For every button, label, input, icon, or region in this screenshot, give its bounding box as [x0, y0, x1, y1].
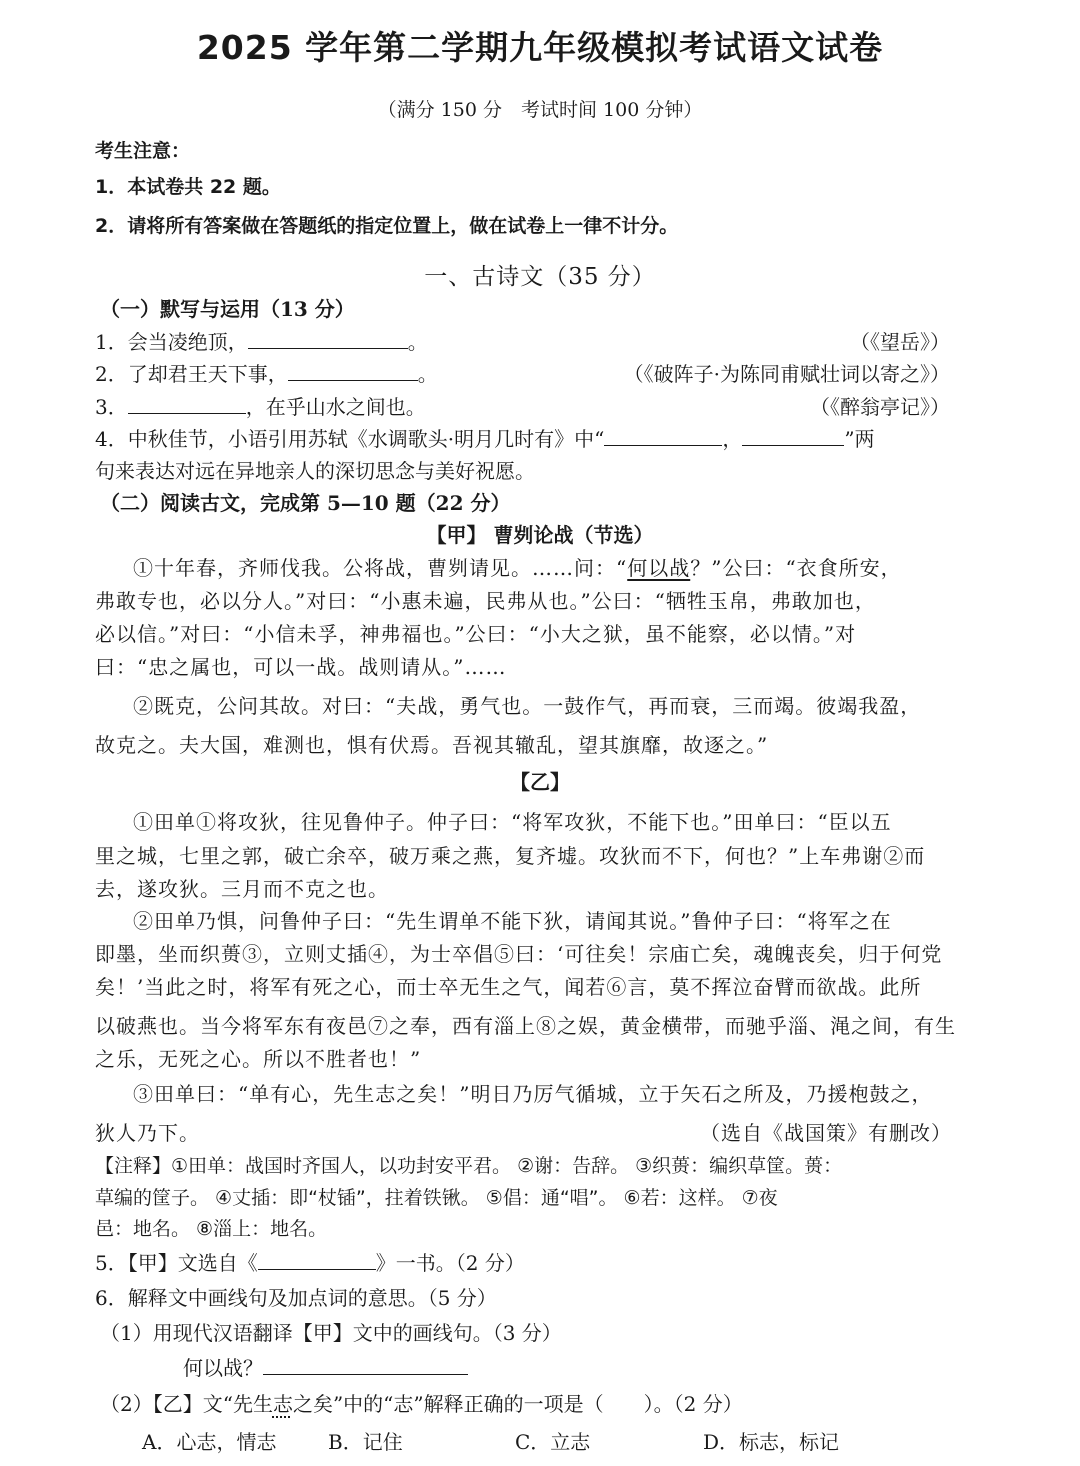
answer-blank[interactable] — [604, 427, 722, 446]
passage-b-line: 里之城，七里之郭，破亡余卒，破万乘之燕，复齐墟。攻狄而不下，何也？”上车弗谢②而 — [95, 844, 926, 868]
passage-b-source: （选自《战国策》有删改） — [700, 1121, 952, 1145]
question-3 — [95, 391, 426, 420]
part2-title: （二）阅读古文，完成第 5—10 题（22 分） — [100, 491, 511, 515]
notice-item-2: 2．请将所有答案做在答题纸的指定位置上，做在试卷上一律不计分。 — [95, 215, 679, 237]
answer-blank[interactable] — [258, 1251, 376, 1270]
answer-blank[interactable] — [248, 330, 408, 349]
passage-b-line: 狄人乃下。 — [95, 1121, 200, 1145]
passage-a-line: ①十年春，齐师伐我。公将战，曹刿请见。……问：“何以战？”公曰：“衣食所安， — [133, 556, 902, 580]
question-2-end: 。 — [417, 362, 438, 386]
question-3-num: 3． — [95, 395, 128, 419]
question-3-source: （《醉翁亭记》） — [810, 395, 950, 419]
section-title: 一、古诗文（35 分） — [424, 264, 656, 290]
exam-subtitle: （满分 150 分 考试时间 100 分钟） — [377, 99, 703, 121]
passage-a-line: 弗敢专也，必以分人。”对曰：“小惠未遍，民弗从也。”公曰：“牺牲玉帛，弗敢加也， — [95, 589, 876, 613]
passage-b-line: 去，遂攻狄。三月而不克之也。 — [95, 877, 389, 901]
option-d[interactable]: D．标志，标记 — [703, 1430, 840, 1454]
question-6-1: （1）用现代汉语翻译【甲】文中的画线句。（3 分） — [100, 1321, 562, 1345]
page-title: 2025 学年第二学期九年级模拟考试语文试卷 — [196, 28, 884, 67]
question-2 — [95, 358, 438, 387]
question-1 — [95, 326, 428, 355]
question-6: 6．解释文中画线句及加点词的意思。（5 分） — [95, 1286, 497, 1310]
question-6-2: （2）【乙】文“先生志之矣”中的“志”解释正确的一项是（ ）。（2 分） — [100, 1392, 743, 1416]
passage-b-line: 以破燕也。当今将军东有夜邑⑦之奉，西有淄上⑧之娱，黄金横带，而驰乎淄、渑之间，有生 — [95, 1014, 956, 1038]
annotation-line: 草编的筐子。 ④丈插：即“杖锸”，拄着铁锹。 ⑤倡：通“唱”。 ⑥若：这样。 ⑦夜 — [95, 1187, 778, 1209]
passage-b-line: 之乐，无死之心。所以不胜者也！” — [95, 1047, 422, 1071]
question-4-text-b: ， — [722, 427, 743, 451]
part1-title: （一）默写与运用（13 分） — [100, 297, 355, 321]
passage-b-line: ②田单乃惧，问鲁仲子曰：“先生谓单不能下狄，请闻其说。”鲁仲子曰：“将军之在 — [133, 909, 892, 933]
passage-b-title: 【乙】 — [510, 770, 570, 794]
option-b[interactable]: B．记住 — [328, 1430, 403, 1454]
option-c[interactable]: C．立志 — [515, 1430, 591, 1454]
passage-b-line: ①田单①将攻狄，往见鲁仲子。仲子曰：“将军攻狄，不能下也。”田单曰：“臣以五 — [133, 810, 892, 834]
notice-item-1: 1．本试卷共 22 题。 — [95, 176, 281, 198]
dotted-character: 志 — [272, 1392, 293, 1416]
question-5: 5．【甲】文选自《 》一书。（2 分） — [95, 1251, 525, 1275]
annotation-line: 【注释】①田单：战国时齐国人，以功封安平君。 ②谢：告辞。 ③织蒉：编织草筐。蒉： — [95, 1155, 843, 1177]
passage-a-line: 必以信。”对曰：“小信未孚，神弗福也。”公曰：“小大之狱，虽不能察，必以情。”对 — [95, 622, 857, 646]
question-6-1-prompt: 何以战？ — [183, 1352, 468, 1381]
passage-b-line: ③田单曰：“单有心，先生志之矣！”明日乃厉气循城，立于矢石之所及，乃援枹鼓之， — [133, 1082, 933, 1106]
passage-a-line: 曰：“忠之属也，可以一战。战则请从。”…… — [95, 655, 507, 679]
underlined-sentence: 何以战 — [627, 556, 691, 580]
question-3-text: ，在乎山水之间也。 — [245, 395, 426, 419]
question-2-text: 2．了却君王天下事， — [95, 362, 288, 386]
passage-a-title: 【甲】 曹刿论战（节选） — [426, 523, 654, 547]
answer-blank[interactable] — [128, 395, 246, 414]
passage-a-line: ②既克，公问其故。对曰：“夫战，勇气也。一鼓作气，再而衰，三而竭。彼竭我盈， — [133, 694, 922, 718]
answer-blank[interactable] — [742, 427, 844, 446]
question-2-source: （《破阵子·为陈同甫赋壮词以寄之》） — [623, 362, 950, 386]
question-1-source: （《望岳》） — [850, 330, 950, 354]
passage-a-line: 故克之。夫大国，难测也，惧有伏焉。吾视其辙乱，望其旗靡，故逐之。” — [95, 733, 769, 757]
question-1-text: 1．会当凌绝顶， — [95, 330, 248, 354]
annotation-line: 邑：地名。 ⑧淄上：地名。 — [95, 1218, 328, 1240]
passage-b-line: 矣！’当此之时，将军有死之心，而士卒无生之气，闻若⑥言，莫不挥泣奋臂而欲战。此所 — [95, 975, 922, 999]
question-4-text-a: 4．中秋佳节，小语引用苏轼《水调歌头·明月几时有》中“ — [95, 427, 605, 451]
question-4-line-2: 句来表达对远在异地亲人的深切思念与美好祝愿。 — [95, 459, 535, 483]
option-a[interactable]: A．心志，情志 — [142, 1430, 277, 1454]
question-1-end: 。 — [407, 330, 428, 354]
question-4-text-c: ”两 — [844, 427, 875, 451]
question-4 — [95, 423, 875, 452]
answer-blank[interactable] — [288, 362, 418, 381]
notice-heading: 考生注意： — [95, 140, 191, 162]
answer-blank[interactable] — [263, 1356, 468, 1375]
passage-b-line: 即墨，坐而织蒉③，立则丈插④，为士卒倡⑤曰：‘可往矣！宗庙亡矣，魂魄丧矣，归于何党 — [95, 942, 943, 966]
